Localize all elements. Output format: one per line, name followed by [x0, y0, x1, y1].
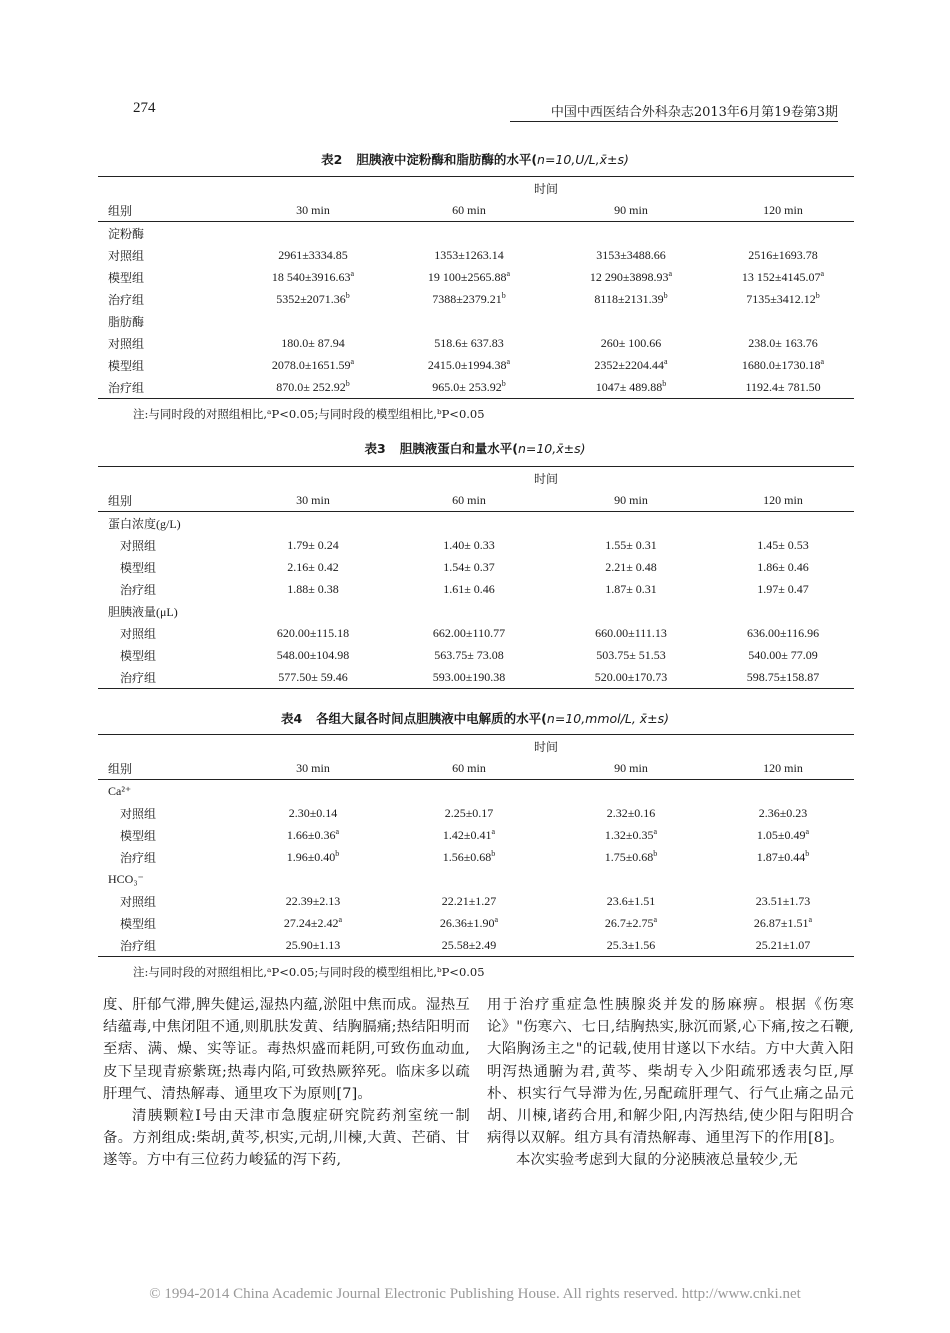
- value-cell: [238, 890, 388, 912]
- value-text: 593.00±190.38: [432, 669, 506, 684]
- value-cell: [550, 354, 712, 376]
- significance-mark: a: [506, 357, 511, 366]
- group-label: 对照组: [108, 336, 145, 351]
- value-cell: [712, 578, 854, 600]
- table3: [98, 466, 854, 689]
- table2-title: 胆胰液中淀粉酶和脂肪酶的水平(: [356, 152, 538, 167]
- value-text: 1.56±0.68: [442, 850, 492, 864]
- significance-mark: b: [815, 291, 820, 300]
- value-text: 1.54± 0.37: [443, 559, 495, 574]
- body-paragraph: 本次实验考虑到大鼠的分泌胰液总量较少,无: [516, 1152, 798, 1169]
- significance-mark: b: [335, 849, 340, 858]
- table-row: [98, 288, 854, 310]
- value-cell: [388, 934, 550, 957]
- significance-mark: b: [501, 291, 506, 300]
- value-cell: [238, 802, 388, 824]
- section-label: 淀粉酶: [108, 226, 145, 241]
- significance-mark: a: [820, 269, 825, 278]
- table-row: [98, 934, 854, 957]
- value-text: 2.16± 0.42: [287, 559, 339, 574]
- group-header: 组别: [98, 757, 238, 780]
- table-row: [98, 644, 854, 666]
- value-cell: [388, 332, 550, 354]
- value-text: 563.75± 73.08: [434, 647, 504, 662]
- value-cell: [550, 266, 712, 288]
- group-label: 模型组: [120, 916, 157, 931]
- value-cell: [388, 666, 550, 689]
- value-text: 548.00±104.98: [276, 647, 350, 662]
- value-cell: [238, 622, 388, 644]
- table2-label: 表2: [321, 152, 343, 167]
- section-label: Ca²⁺: [108, 783, 132, 798]
- table-row: [98, 802, 854, 824]
- significance-mark: a: [494, 915, 499, 924]
- value-text: 27.24±2.42: [283, 916, 339, 930]
- value-text: 1.88± 0.38: [287, 581, 339, 596]
- value-cell: [550, 912, 712, 934]
- value-cell: [388, 644, 550, 666]
- value-text: 503.75± 51.53: [596, 647, 666, 662]
- value-cell: [712, 354, 854, 376]
- value-text: 25.58±2.49: [441, 937, 497, 952]
- group-label: 治疗组: [120, 850, 157, 865]
- value-text: 2961±3334.85: [278, 247, 348, 262]
- value-cell: [388, 534, 550, 556]
- value-text: 662.00±110.77: [432, 625, 506, 640]
- value-cell: [388, 354, 550, 376]
- value-text: 518.6± 637.83: [434, 335, 504, 350]
- section-label: 蛋白浓度(g/L): [108, 516, 181, 531]
- value-text: 1.79± 0.24: [287, 537, 339, 552]
- value-cell: [550, 934, 712, 957]
- value-text: 25.3±1.56: [606, 937, 656, 952]
- significance-mark: b: [662, 379, 667, 388]
- column-header: 30 min: [238, 757, 388, 780]
- table4-label: 表4: [280, 711, 303, 726]
- value-text: 180.0± 87.94: [281, 335, 345, 350]
- significance-mark: a: [350, 357, 355, 366]
- group-label: 对照组: [120, 626, 157, 641]
- value-text: 2.30±0.14: [288, 805, 338, 820]
- value-cell: [712, 288, 854, 310]
- significance-mark: b: [345, 291, 350, 300]
- group-label: 对照组: [120, 894, 157, 909]
- table-row: [98, 846, 854, 868]
- time-header: 时间: [238, 177, 854, 200]
- value-text: 7388±2379.21: [432, 292, 502, 306]
- significance-mark: b: [805, 849, 810, 858]
- significance-mark: a: [335, 827, 340, 836]
- table4-caption: [0, 709, 950, 727]
- table-row: [98, 534, 854, 556]
- value-text: 1.86± 0.46: [757, 559, 809, 574]
- value-cell: [238, 578, 388, 600]
- body-paragraph: 度、肝郁气滞,脾失健运,湿热内蕴,淤阻中焦而成。湿热互结蕴毒,中焦闭阻不通,则肌肤发黄、结胸膈痛;热结阳明而至痞、满、燥、实等证。毒热炽盛而耗阴,可致伤血动血,皮下呈现青瘀紫斑;热毒内陷,可致热厥猝死。临床多以疏肝理气、清热解毒、通里攻下为原则[7]。: [103, 997, 470, 1102]
- body-right-column: [487, 994, 854, 1172]
- group-label: 模型组: [108, 358, 145, 373]
- significance-mark: a: [506, 269, 511, 278]
- value-cell: [550, 332, 712, 354]
- group-label: 模型组: [108, 270, 145, 285]
- table-row: [98, 332, 854, 354]
- group-label: 对照组: [120, 538, 157, 553]
- significance-mark: b: [345, 379, 350, 388]
- value-text: 26.7±2.75: [604, 916, 654, 930]
- significance-mark: a: [668, 269, 673, 278]
- page-number: 274: [133, 100, 156, 116]
- value-cell: [238, 266, 388, 288]
- value-text: 2.21± 0.48: [605, 559, 657, 574]
- value-cell: [550, 890, 712, 912]
- value-cell: [388, 824, 550, 846]
- value-text: 5352±2071.36: [276, 292, 346, 306]
- column-header: 90 min: [550, 489, 712, 512]
- value-cell: [712, 376, 854, 399]
- value-text: 1.55± 0.31: [605, 537, 657, 552]
- value-cell: [238, 244, 388, 266]
- value-text: 870.0± 252.92: [276, 380, 346, 394]
- value-text: 1.96±0.40: [286, 850, 336, 864]
- value-cell: [550, 288, 712, 310]
- value-text: 19 100±2565.88: [427, 270, 507, 284]
- value-cell: [712, 244, 854, 266]
- value-text: 7135±3412.12: [746, 292, 816, 306]
- value-cell: [712, 534, 854, 556]
- value-cell: [238, 288, 388, 310]
- significance-mark: a: [820, 357, 825, 366]
- value-cell: [550, 644, 712, 666]
- table4-title-suffix: n=10,mmol/L, x̄±s): [546, 711, 670, 726]
- column-header: 120 min: [712, 757, 854, 780]
- value-cell: [238, 666, 388, 689]
- column-header: 30 min: [238, 489, 388, 512]
- value-cell: [712, 890, 854, 912]
- value-text: 1.75±0.68: [604, 850, 654, 864]
- body-paragraph: 清胰颗粒Ⅰ号由天津市急腹症研究院药剂室统一制备。方剂组成:柴胡,黄芩,枳实,元胡,川楝,大黄、芒硝、甘遂等。方中有三位药力峻猛的泻下药,: [103, 1108, 470, 1169]
- value-cell: [712, 644, 854, 666]
- table-row: [98, 824, 854, 846]
- group-header: 组别: [98, 489, 238, 512]
- value-text: 965.0± 253.92: [432, 380, 502, 394]
- table-row: [98, 890, 854, 912]
- value-text: 2352±2204.44: [594, 358, 665, 372]
- value-cell: [238, 556, 388, 578]
- value-cell: [238, 846, 388, 868]
- significance-mark: a: [338, 915, 343, 924]
- value-cell: [388, 890, 550, 912]
- value-text: 1680.0±1730.18: [741, 358, 821, 372]
- value-text: 25.90±1.13: [285, 937, 341, 952]
- value-cell: [238, 332, 388, 354]
- value-text: 23.51±1.73: [755, 893, 811, 908]
- value-cell: [388, 376, 550, 399]
- time-header: 时间: [238, 467, 854, 490]
- column-header: 90 min: [550, 757, 712, 780]
- value-text: 23.6±1.51: [606, 893, 656, 908]
- value-text: 577.50± 59.46: [278, 669, 348, 684]
- table-row: [98, 622, 854, 644]
- group-label: 治疗组: [98, 934, 238, 957]
- value-text: 1.05±0.49: [756, 828, 806, 842]
- value-cell: [388, 288, 550, 310]
- group-label: 治疗组: [98, 376, 238, 399]
- value-text: 598.75±158.87: [746, 669, 820, 684]
- value-cell: [238, 534, 388, 556]
- value-cell: [238, 354, 388, 376]
- table-row: [98, 266, 854, 288]
- body-left-column: [103, 994, 470, 1172]
- value-text: 13 152±4145.07: [741, 270, 821, 284]
- table2-title-suffix: n=10,U/L,x̄±s): [537, 152, 629, 167]
- value-text: 12 290±3898.93: [589, 270, 669, 284]
- value-cell: [712, 824, 854, 846]
- value-text: 2078.0±1651.59: [271, 358, 351, 372]
- value-cell: [712, 846, 854, 868]
- value-cell: [388, 846, 550, 868]
- significance-mark: b: [653, 849, 658, 858]
- value-text: 260± 100.66: [600, 335, 662, 350]
- value-text: 1.32±0.35: [604, 828, 654, 842]
- value-cell: [550, 622, 712, 644]
- significance-mark: a: [350, 269, 355, 278]
- value-text: 1.61± 0.46: [443, 581, 495, 596]
- value-text: 1.42±0.41: [442, 828, 492, 842]
- value-cell: [712, 912, 854, 934]
- section-label: HCO₃⁻: [108, 871, 144, 886]
- significance-mark: a: [491, 827, 496, 836]
- value-cell: [550, 534, 712, 556]
- value-text: 1353±1263.14: [434, 247, 504, 262]
- table3-label: 表3: [364, 441, 386, 456]
- value-cell: [388, 266, 550, 288]
- value-text: 18 540±3916.63: [271, 270, 351, 284]
- value-text: 2.32±0.16: [606, 805, 656, 820]
- table-row: [98, 376, 854, 399]
- column-header: 60 min: [388, 199, 550, 222]
- value-text: 636.00±116.96: [746, 625, 820, 640]
- value-cell: [550, 802, 712, 824]
- table-row: [98, 556, 854, 578]
- table-row: [98, 666, 854, 689]
- value-cell: [550, 666, 712, 689]
- value-cell: [388, 802, 550, 824]
- value-cell: [238, 934, 388, 957]
- table4-title: 各组大鼠各时间点胆胰液中电解质的水平(: [316, 711, 547, 726]
- significance-mark: a: [653, 827, 658, 836]
- significance-mark: a: [653, 915, 658, 924]
- value-cell: [238, 824, 388, 846]
- column-header: 30 min: [238, 199, 388, 222]
- value-text: 1.40± 0.33: [443, 537, 495, 552]
- value-text: 1.87±0.44: [756, 850, 806, 864]
- value-cell: [388, 622, 550, 644]
- value-cell: [712, 622, 854, 644]
- value-text: 1.66±0.36: [286, 828, 336, 842]
- value-cell: [238, 644, 388, 666]
- value-text: 2.36±0.23: [758, 805, 808, 820]
- significance-mark: b: [663, 291, 668, 300]
- significance-mark: b: [491, 849, 496, 858]
- value-text: 1.45± 0.53: [757, 537, 809, 552]
- value-text: 238.0± 163.76: [748, 335, 818, 350]
- group-label: 对照组: [120, 806, 157, 821]
- table-row: [98, 578, 854, 600]
- group-label: 对照组: [108, 248, 145, 263]
- table4-note: 注:与同时段的对照组相比,ᵃP<0.05;与同时段的模型组相比,ᵇP<0.05: [133, 965, 485, 979]
- value-text: 1.87± 0.31: [605, 581, 657, 596]
- column-header: 60 min: [388, 489, 550, 512]
- value-text: 2415.0±1994.38: [427, 358, 507, 372]
- value-text: 26.87±1.51: [753, 916, 809, 930]
- value-text: 660.00±111.13: [595, 625, 667, 640]
- value-text: 3153±3488.66: [596, 247, 666, 262]
- table3-title: 胆胰液蛋白和量水平(: [399, 441, 518, 456]
- copyright-footer: © 1994-2014 China Academic Journal Electronic Publishing House. All rights reserved. http://www.cnki.net: [149, 1286, 801, 1302]
- value-cell: [550, 244, 712, 266]
- group-label: 模型组: [120, 560, 157, 575]
- value-text: 22.39±2.13: [285, 893, 341, 908]
- value-text: 540.00± 77.09: [748, 647, 818, 662]
- value-cell: [238, 912, 388, 934]
- value-cell: [550, 824, 712, 846]
- column-header: 60 min: [388, 757, 550, 780]
- value-cell: [712, 332, 854, 354]
- group-header: 组别: [98, 199, 238, 222]
- value-cell: [238, 376, 388, 399]
- value-cell: [550, 556, 712, 578]
- table2: [98, 176, 854, 399]
- value-text: 1047± 489.88: [595, 380, 663, 394]
- value-text: 2.25±0.17: [444, 805, 494, 820]
- value-cell: [712, 266, 854, 288]
- value-cell: [550, 376, 712, 399]
- value-text: 620.00±115.18: [276, 625, 350, 640]
- value-text: 520.00±170.73: [594, 669, 668, 684]
- column-header: 120 min: [712, 489, 854, 512]
- value-cell: [388, 556, 550, 578]
- table3-title-suffix: n=10,x̄±s): [517, 441, 586, 456]
- section-label: 胆胰液量(μL): [108, 604, 178, 619]
- table-row: [98, 912, 854, 934]
- value-cell: [550, 578, 712, 600]
- group-label: 治疗组: [98, 666, 238, 689]
- table2-caption: [0, 150, 950, 168]
- value-cell: [550, 846, 712, 868]
- value-cell: [388, 578, 550, 600]
- group-label: 模型组: [120, 828, 157, 843]
- group-label: 治疗组: [120, 582, 157, 597]
- value-cell: [712, 934, 854, 957]
- significance-mark: b: [501, 379, 506, 388]
- table-row: [98, 354, 854, 376]
- table-row: [98, 244, 854, 266]
- table4: [98, 734, 854, 957]
- group-label: 治疗组: [108, 292, 145, 307]
- value-text: 22.21±1.27: [441, 893, 497, 908]
- table2-note: 注:与同时段的对照组相比,ᵃP<0.05;与同时段的模型组相比,ᵇP<0.05: [133, 407, 485, 421]
- significance-mark: a: [805, 827, 810, 836]
- value-text: 1.97± 0.47: [757, 581, 809, 596]
- time-header: 时间: [238, 735, 854, 758]
- column-header: 90 min: [550, 199, 712, 222]
- value-text: 1192.4± 781.50: [745, 379, 821, 394]
- value-cell: [712, 556, 854, 578]
- body-paragraph: 用于治疗重症急性胰腺炎并发的肠麻痹。根据《伤寒论》"伤寒六、七日,结胸热实,脉沉而紧,心下痛,按之石鞭,大陷胸汤主之"的记载,使用甘遂以下水结。方中大黄入阳明泻热通腑为君,黄芩、柴胡专入少阳疏邪透表匀臣,厚朴、枳实行气导滞为佐,另配疏肝理气、行气止痛之品元胡、川楝,诸药合用,和解少阳,内泻热结,使少阳与阳明合病得以双解。组方具有清热解毒、通里泻下的作用[8]。: [487, 997, 854, 1147]
- table3-caption: [0, 439, 950, 457]
- value-text: 25.21±1.07: [755, 937, 811, 952]
- column-header: 120 min: [712, 199, 854, 222]
- significance-mark: a: [808, 915, 813, 924]
- value-cell: [712, 666, 854, 689]
- header-rule: [510, 121, 838, 122]
- value-cell: [712, 802, 854, 824]
- significance-mark: a: [664, 357, 668, 366]
- value-text: 26.36±1.90: [439, 916, 495, 930]
- section-label: 脂肪酶: [108, 314, 145, 329]
- journal-header: 中国中西医结合外科杂志2013年6月第19卷第3期: [550, 105, 838, 120]
- value-cell: [388, 244, 550, 266]
- group-label: 模型组: [120, 648, 157, 663]
- value-cell: [388, 912, 550, 934]
- value-text: 8118±2131.39: [594, 292, 664, 306]
- value-text: 2516±1693.78: [748, 247, 818, 262]
